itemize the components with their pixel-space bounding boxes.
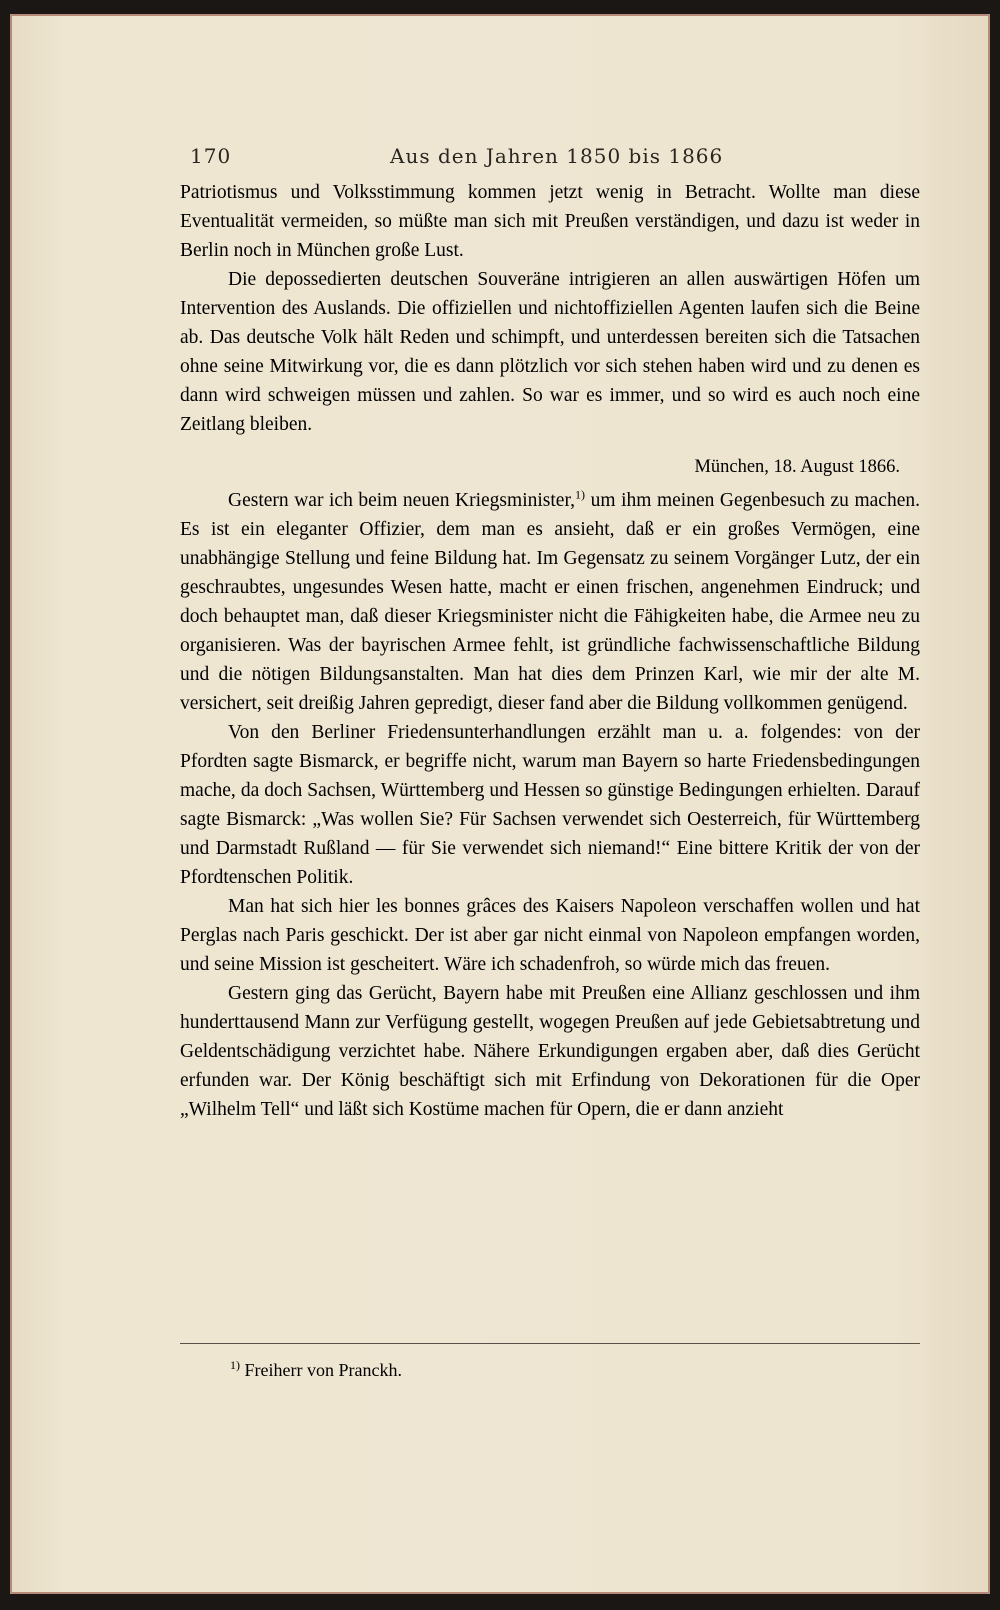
footnote-rule	[180, 1343, 920, 1344]
page-number: 170	[190, 144, 232, 168]
footnote	[230, 1360, 402, 1381]
paragraph: Von den Berliner Friedensunterhandlungen erzählt man u. a. folgendes: von der Pfordten sagte Bismarck, er begriffe nicht, warum man Bayern so harte Friedensbedingungen mache, da doch Sachsen, Württemberg und Hessen so günstige Bedingungen erhielten. Darauf sagte Bismarck: „Was wollen Sie? Für Sachsen verwendet sich Oesterreich, für Württemberg und Darmstadt Rußland — für Sie verwendet sich niemand!“ Eine bittere Kritik der von der Pfordtenschen Politik.	[180, 722, 920, 888]
dateline: München, 18. August 1866.	[694, 457, 900, 477]
paragraph-text: um ihm meinen Gegenbesuch zu machen. Es ist ein eleganter Offizier, dem man es ansieht, daß er ein großes Vermögen, eine unabhängige Stellung und feine Bildung hat. Im Gegensatz zu seinem Vorgänger Lutz, der ein geschraubtes, ungesundes Wesen hatte, macht er einen frischen, angenehmen Eindruck; und doch behauptet man, daß dieser Kriegsminister nicht die Fähigkeiten habe, die Armee neu zu organisieren. Was der bayrischen Armee fehlt, ist gründliche fachwissenschaftliche Bildung und die nötigen Bildungsanstalten. Man hat dies dem Prinzen Karl, wie mir der alte M. versichert, seit dreißig Jahren gepredigt, dieser fand aber die Bildung vollkommen genügend.	[180, 490, 920, 714]
page-body	[180, 178, 920, 1124]
page-header	[190, 144, 930, 178]
paragraph: Gestern ging das Gerücht, Bayern habe mit Preußen eine Allianz geschlossen und ihm hunderttausend Mann zur Verfügung gestellt, wogegen Preußen auf jede Gebietsabtretung und Geldentschädigung verzichtet habe. Nähere Erkundigungen ergaben aber, daß dies Gerücht erfunden war. Der König beschäftigt sich mit Erfindung von Dekorationen für die Oper „Wilhelm Tell“ und läßt sich Kostüme machen für Opern, die er dann anzieht	[180, 983, 920, 1120]
paragraph: Die depossedierten deutschen Souveräne intrigieren an allen auswärtigen Höfen um Intervention des Auslands. Die offiziellen und nichtoffiziellen Agenten laufen sich die Beine ab. Das deutsche Volk hält Reden und schimpft, und unterdessen bereiten sich die Tatsachen ohne seine Mitwirkung vor, die es dann plötzlich vor sich stehen haben wird und zu denen es dann wird schweigen müssen und zahlen. So war es immer, und so wird es auch noch eine Zeitlang bleiben.	[180, 269, 920, 435]
paragraph	[180, 486, 920, 718]
footnote-mark: 1)	[230, 1358, 240, 1372]
paragraph-text: Gestern war ich beim neuen Kriegsminister,	[228, 490, 576, 511]
footnote-reference: 1)	[575, 487, 586, 502]
running-title: Aus den Jahren 1850 bis 1866	[390, 144, 724, 168]
paragraph: Patriotismus und Volksstimmung kommen jetzt wenig in Betracht. Wollte man diese Eventualität vermeiden, so müßte man sich mit Preußen verständigen, und dazu ist weder in Berlin noch in München große Lust.	[180, 182, 920, 261]
paragraph: Man hat sich hier les bonnes grâces des Kaisers Napoleon verschaffen wollen und hat Perglas nach Paris geschickt. Der ist aber gar nicht einmal von Napoleon empfangen worden, und seine Mission ist gescheitert. Wäre ich schadenfroh, so würde mich das freuen.	[180, 896, 920, 975]
footnote-text: Freiherr von Pranckh.	[240, 1360, 402, 1380]
